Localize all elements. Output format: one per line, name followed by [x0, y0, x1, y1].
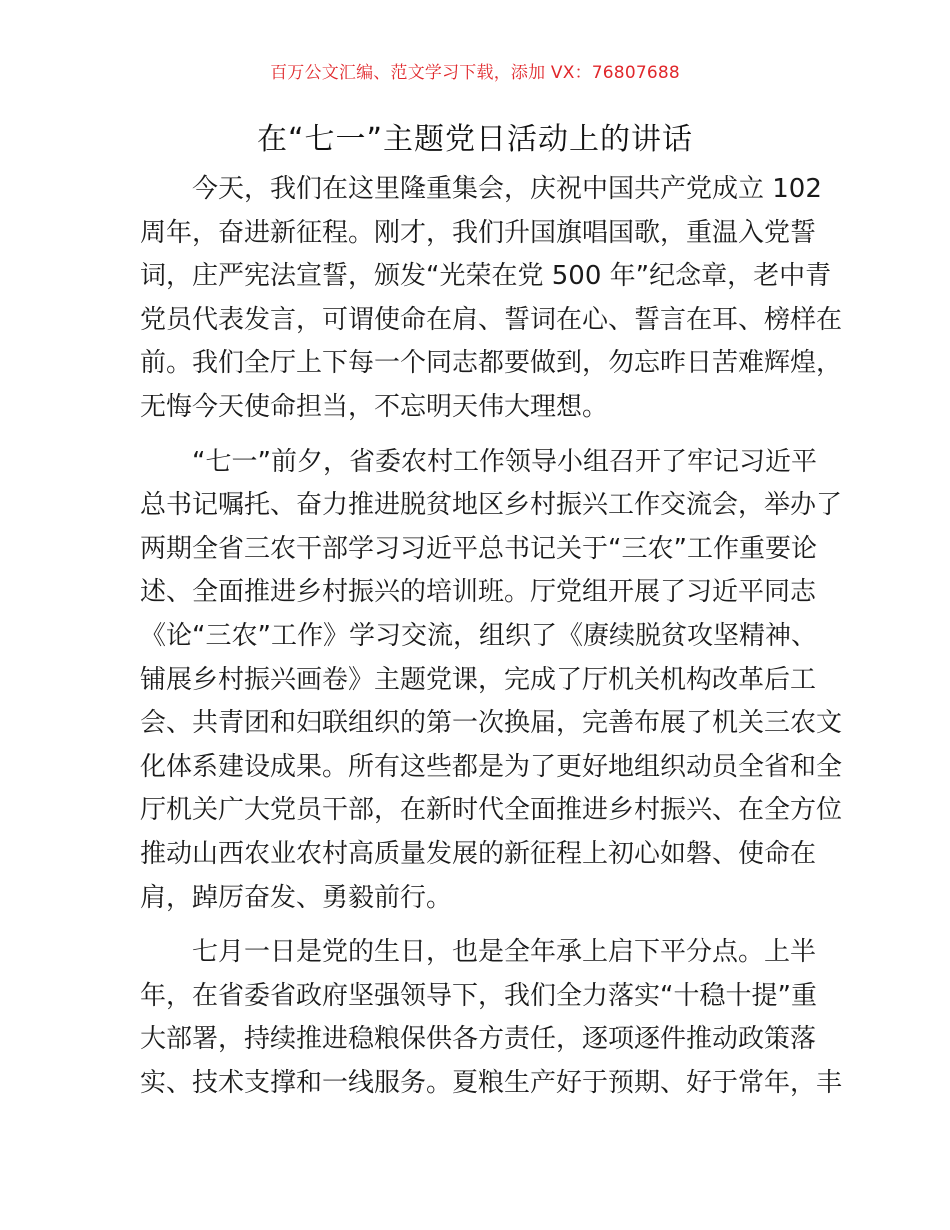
document-title: 在“七一”主题党日活动上的讲话: [256, 122, 694, 157]
text-line: 铺展乡村振兴画卷》主题党课，完成了厅机关机构改革后工: [140, 664, 817, 695]
text-line: 年，在省委省政府坚强领导下，我们全力落实“十稳十提”重: [140, 980, 817, 1011]
text-line: 推动山西农业农村高质量发展的新征程上初心如磐、使命在: [140, 838, 817, 869]
text-line: 今天，我们在这里隆重集会，庆祝中国共产党成立 102: [192, 174, 822, 204]
text-line: 总书记嘱托、奋力推进脱贫地区乡村振兴工作交流会，举办了: [140, 490, 843, 521]
paragraph: [140, 931, 843, 1105]
text-line: 《论“三农”工作》学习交流，组织了《赓续脱贫攻坚精神、: [140, 620, 817, 651]
text-line: 化体系建设成果。所有这些都是为了更好地组织动员全省和全: [140, 751, 843, 782]
watermark-banner: 百万公文汇编、范文学习下载，添加 VX：76807688: [270, 63, 680, 83]
text-line: 两期全省三农干部学习习近平总书记关于“三农”工作重要论: [140, 533, 817, 564]
text-line: 无悔今天使命担当，不忘明天伟大理想。: [140, 391, 609, 422]
document-body: [140, 168, 843, 1116]
paragraph: [140, 168, 843, 430]
text-line: 肩，踔厉奋发、勇毅前行。: [140, 882, 453, 913]
text-line: 会、共青团和妇联组织的第一次换届，完善布展了机关三农文: [140, 708, 843, 739]
text-line: 大部署，持续推进稳粮保供各方责任，逐项逐件推动政策落: [140, 1024, 817, 1055]
text-line: 党员代表发言，可谓使命在肩、誓词在心、誓言在耳、榜样在: [140, 304, 843, 335]
paragraph: [140, 441, 843, 921]
text-line: 词，庄严宪法宣誓，颁发“光荣在党 500 年”纪念章，老中青: [140, 261, 832, 292]
text-line: “七一”前夕，省委农村工作领导小组召开了牢记习近平: [192, 446, 817, 477]
text-line: 前。我们全厅上下每一个同志都要做到，勿忘昨日苦难辉煌，: [140, 348, 843, 379]
text-line: 周年，奋进新征程。刚才，我们升国旗唱国歌，重温入党誓: [140, 217, 817, 248]
text-line: 述、全面推进乡村振兴的培训班。厅党组开展了习近平同志: [140, 577, 817, 608]
text-line: 厅机关广大党员干部，在新时代全面推进乡村振兴、在全方位: [140, 795, 843, 826]
text-line: 实、技术支撑和一线服务。夏粮生产好于预期、好于常年，丰: [140, 1067, 843, 1098]
text-line: 七月一日是党的生日，也是全年承上启下平分点。上半: [192, 937, 817, 968]
